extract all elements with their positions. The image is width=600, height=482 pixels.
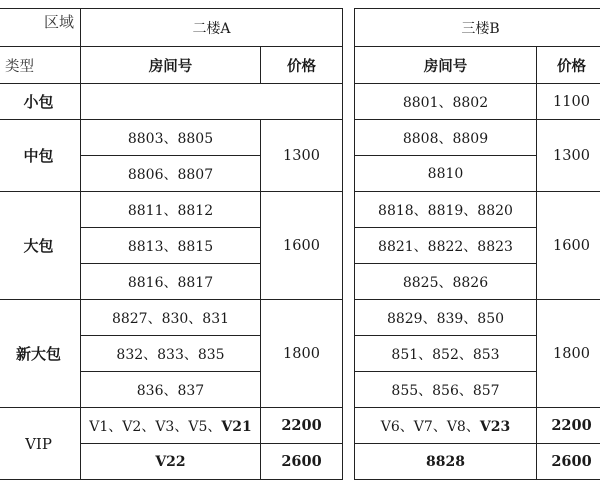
right-room-cell: 8808、8809 [355, 120, 537, 156]
right-vip-rooms-1-plain: V6、V7、V8、 [380, 418, 480, 435]
right-room-cell: 8818、8819、8820 [355, 192, 537, 228]
left-xiaobao-empty [81, 84, 343, 120]
type-zhongbao: 中包 [0, 120, 81, 192]
right-price-vip-1: 2200 [537, 408, 600, 444]
type-dabao: 大包 [0, 192, 81, 300]
type-xindabao: 新大包 [0, 300, 81, 408]
left-room-cell: 8827、830、831 [81, 300, 261, 336]
left-room-cell: 8811、8812 [81, 192, 261, 228]
right-price-zhongbao: 1300 [537, 120, 600, 192]
type-xiaobao: 小包 [0, 84, 81, 120]
right-price-xindabao: 1800 [537, 300, 600, 408]
table-floor-2a [0, 8, 343, 480]
right-room-cell: 8810 [355, 156, 537, 192]
right-price-xiaobao: 1100 [537, 84, 600, 120]
left-room-cell: 836、837 [81, 372, 261, 408]
room-header-left: 房间号 [81, 47, 261, 84]
right-vip-rooms-1 [355, 408, 537, 444]
left-vip-rooms-1-bold: V21 [221, 418, 252, 435]
type-vip: VIP [0, 408, 81, 480]
right-room-cell: 8801、8802 [355, 84, 537, 120]
left-price-vip-2: 2600 [261, 444, 343, 480]
left-room-cell: 8816、8817 [81, 264, 261, 300]
zone-header-cell [0, 9, 81, 47]
right-room-cell: 8821、8822、8823 [355, 228, 537, 264]
right-room-cell: 855、856、857 [355, 372, 537, 408]
floor-left-header: 二楼A [81, 9, 343, 47]
left-price-dabao: 1600 [261, 192, 343, 300]
left-room-cell: 8806、8807 [81, 156, 261, 192]
left-room-cell: 832、833、835 [81, 336, 261, 372]
left-price-zhongbao: 1300 [261, 120, 343, 192]
right-room-cell: 8825、8826 [355, 264, 537, 300]
right-price-vip-2: 2600 [537, 444, 600, 480]
table-floor-3b [354, 8, 600, 480]
left-vip-rooms-1-plain: V1、V2、V3、V5、 [89, 418, 222, 435]
left-vip-rooms-2: V22 [81, 444, 261, 480]
room-header-right: 房间号 [355, 47, 537, 84]
type-header-label: 类型 [0, 47, 81, 84]
left-price-vip-1: 2200 [261, 408, 343, 444]
left-room-cell: 8813、8815 [81, 228, 261, 264]
left-price-xindabao: 1800 [261, 300, 343, 408]
price-header-left: 价格 [261, 47, 343, 84]
right-vip-rooms-1-bold: V23 [479, 418, 511, 435]
right-vip-rooms-2: 8828 [355, 444, 537, 480]
right-room-cell: 851、852、853 [355, 336, 537, 372]
right-room-cell: 8829、839、850 [355, 300, 537, 336]
right-price-dabao: 1600 [537, 192, 600, 300]
floor-right-header: 三楼B [355, 9, 600, 47]
price-header-right: 价格 [537, 47, 600, 84]
left-room-cell: 8803、8805 [81, 120, 261, 156]
left-vip-rooms-1 [81, 408, 261, 444]
zone-header-label: 区域 [43, 13, 74, 31]
